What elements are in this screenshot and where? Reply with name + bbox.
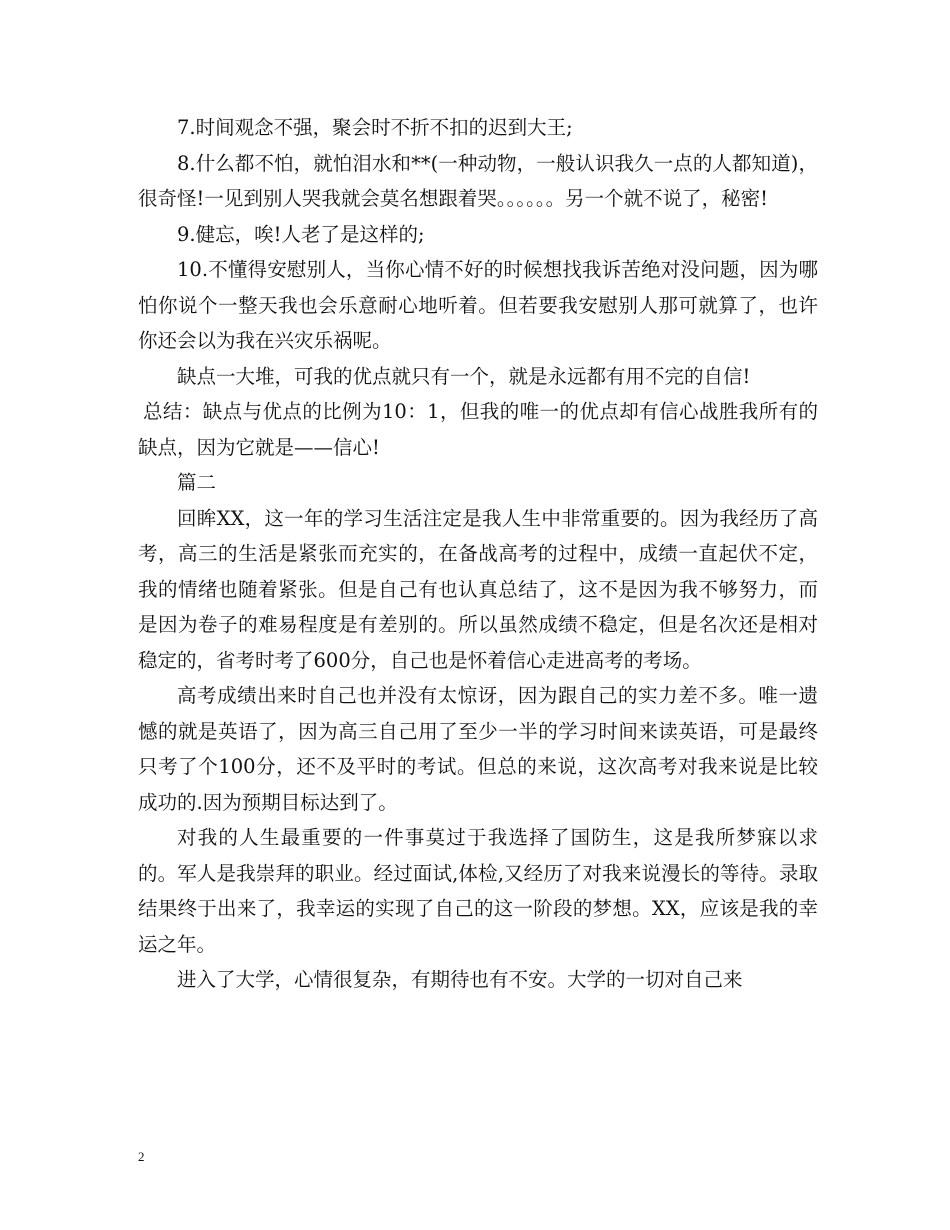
paragraph: 回眸XX，这一年的学习生活注定是我人生中非常重要的。因为我经历了高考，高三的生活是紧张而充实的，在备战高考的过程中，成绩一直起伏不定，我的情绪也随着紧张。但是自己有也认真总结了，这不是因为我不够努力，而是因为卷子的难易程度是有差别的。所以虽然成绩不稳定，但是名次还是相对稳定的，省考时考了600分，自己也是怀着信心走进高考的考场。 xyxy=(138,506,818,672)
paragraph: 缺点一大堆，可我的优点就只有一个，就是永远都有用不完的自信! xyxy=(177,364,751,388)
paragraph: 10.不懂得安慰别人，当你心情不好的时候想找我诉苦绝对没问题，因为哪怕你说个一整天我也会乐意耐心地听着。但若要我安慰别人那可就算了，也许你还会以为我在兴灾乐祸呢。 xyxy=(138,258,818,352)
paragraph: 7.时间观念不强，聚会时不折不扣的迟到大王; xyxy=(177,116,573,139)
summary-paragraph: 总结：缺点与优点的比例为10：1，但我的唯一的优点却有信心战胜我所有的缺点，因为它就是——信心! xyxy=(138,400,818,459)
paragraph: 高考成绩出来时自己也并没有太惊讶，因为跟自己的实力差不多。唯一遗憾的就是英语了，因为高三自己用了至少一半的学习时间来读英语，可是最终只考了个100分，还不及平时的考试。但总的来说，这次高考对我来说是比较成功的.因为预期目标达到了。 xyxy=(138,684,818,814)
paragraph: 对我的人生最重要的一件事莫过于我选择了国防生，这是我所梦寐以求的。军人是我崇拜的职业。经过面试,体检,又经历了对我来说漫长的等待。录取结果终于出来了，我幸运的实现了自己的这一阶段的梦想。XX，应该是我的幸运之年。 xyxy=(138,826,818,956)
section-heading: 篇二 xyxy=(177,471,217,494)
paragraph: 9.健忘，唉!人老了是这样的; xyxy=(177,222,425,246)
paragraph: 8.什么都不怕，就怕泪水和**(一种动物，一般认识我久一点的人都知道)，很奇怪!一见到别人哭我就会莫名想跟着哭。。。。。。另一个就不说了，秘密! xyxy=(138,151,818,210)
document-body xyxy=(138,110,818,998)
page-number: 2 xyxy=(138,1149,145,1164)
paragraph: 进入了大学，心情很复杂，有期待也有不安。大学的一切对自己来 xyxy=(177,968,743,991)
